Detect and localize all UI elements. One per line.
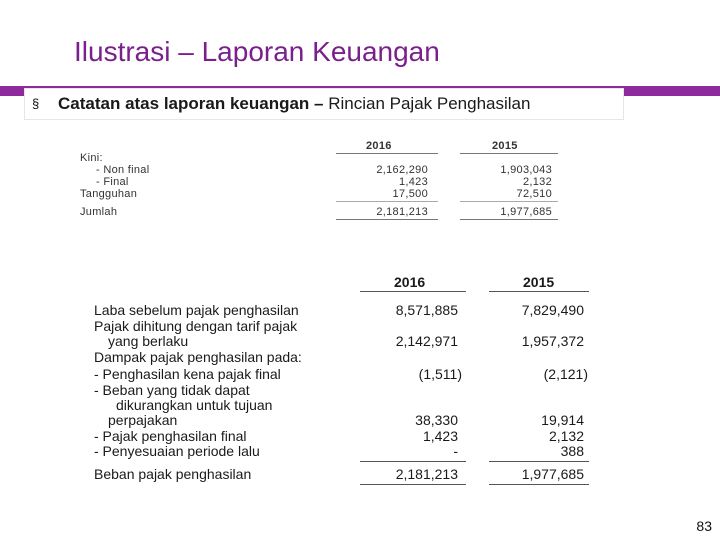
large-cell: -: [453, 443, 458, 459]
small-cell: 2,181,213: [376, 206, 428, 218]
large-header-2015: 2015: [523, 274, 555, 290]
large-row-label: dikurangkan untuk tujuan: [116, 397, 273, 413]
slide-subtitle: [58, 94, 530, 114]
small-cell: 2,162,290: [376, 164, 428, 176]
large-cell: 2,181,213: [395, 466, 458, 482]
large-row-label: Laba sebelum pajak penghasilan: [94, 302, 299, 318]
large-cell: 2,142,971: [395, 333, 458, 349]
large-row-label: perpajakan: [108, 412, 178, 428]
small-total-rule-2015: [460, 219, 558, 220]
large-cell: 8,571,885: [395, 302, 458, 318]
large-cell: 2,132: [548, 428, 584, 444]
large-cell: 1,423: [422, 428, 458, 444]
small-header-rule-2016: [336, 153, 438, 154]
large-total-rule-2015: [489, 484, 589, 485]
large-row-label: Pajak dihitung dengan tarif pajak: [94, 318, 298, 334]
small-row-label: - Final: [96, 176, 129, 188]
bullet-icon: §: [32, 96, 40, 111]
small-header-2016: 2016: [366, 140, 392, 152]
large-rule-2016: [360, 461, 466, 462]
small-rule-2015: [460, 201, 558, 202]
page-number: 83: [696, 518, 712, 534]
small-cell: 17,500: [392, 188, 428, 200]
large-header-2016: 2016: [394, 274, 426, 290]
large-row-label: - Beban yang tidak dapat: [94, 382, 250, 398]
large-row-label: - Pajak penghasilan final: [94, 428, 247, 444]
slide-title: Ilustrasi – Laporan Keuangan: [74, 36, 440, 67]
large-cell: 19,914: [541, 412, 584, 428]
small-cell: 1,977,685: [500, 206, 552, 218]
small-cell: 2,132: [522, 176, 552, 188]
small-row-label: - Non final: [96, 164, 150, 176]
small-header-rule-2015: [460, 153, 558, 154]
large-header-rule-2015: [489, 291, 589, 292]
large-header-rule-2016: [360, 291, 466, 292]
small-row-label: Tangguhan: [80, 188, 138, 200]
small-row-label: Jumlah: [80, 206, 118, 218]
large-cell: (1,511): [418, 366, 462, 382]
large-row-label: yang berlaku: [108, 333, 189, 349]
small-total-rule-2016: [336, 219, 438, 220]
large-row-label: - Penyesuaian periode lalu: [94, 443, 260, 459]
small-rule-2016: [336, 201, 438, 202]
large-row-label: Beban pajak penghasilan: [94, 466, 252, 482]
small-header-2015: 2015: [492, 140, 518, 152]
small-cell: 1,903,043: [500, 164, 552, 176]
large-cell: 38,330: [415, 412, 458, 428]
large-row-label: Dampak pajak penghasilan pada:: [94, 349, 302, 365]
large-cell: 7,829,490: [521, 302, 584, 318]
large-cell: 1,977,685: [521, 466, 584, 482]
large-total-rule-2016: [360, 484, 466, 485]
large-row-label: - Penghasilan kena pajak final: [94, 366, 281, 382]
small-row-label: Kini:: [80, 152, 103, 164]
large-cell: 1,957,372: [521, 333, 584, 349]
large-rule-2015: [489, 461, 589, 462]
small-cell: 1,423: [398, 176, 428, 188]
small-cell: 72,510: [516, 188, 552, 200]
subtitle-rest: Rincian Pajak Penghasilan: [323, 94, 531, 113]
subtitle-bold: Catatan atas laporan keuangan –: [58, 94, 324, 113]
large-cell: (2,121): [543, 366, 588, 382]
large-cell: 388: [560, 443, 584, 459]
